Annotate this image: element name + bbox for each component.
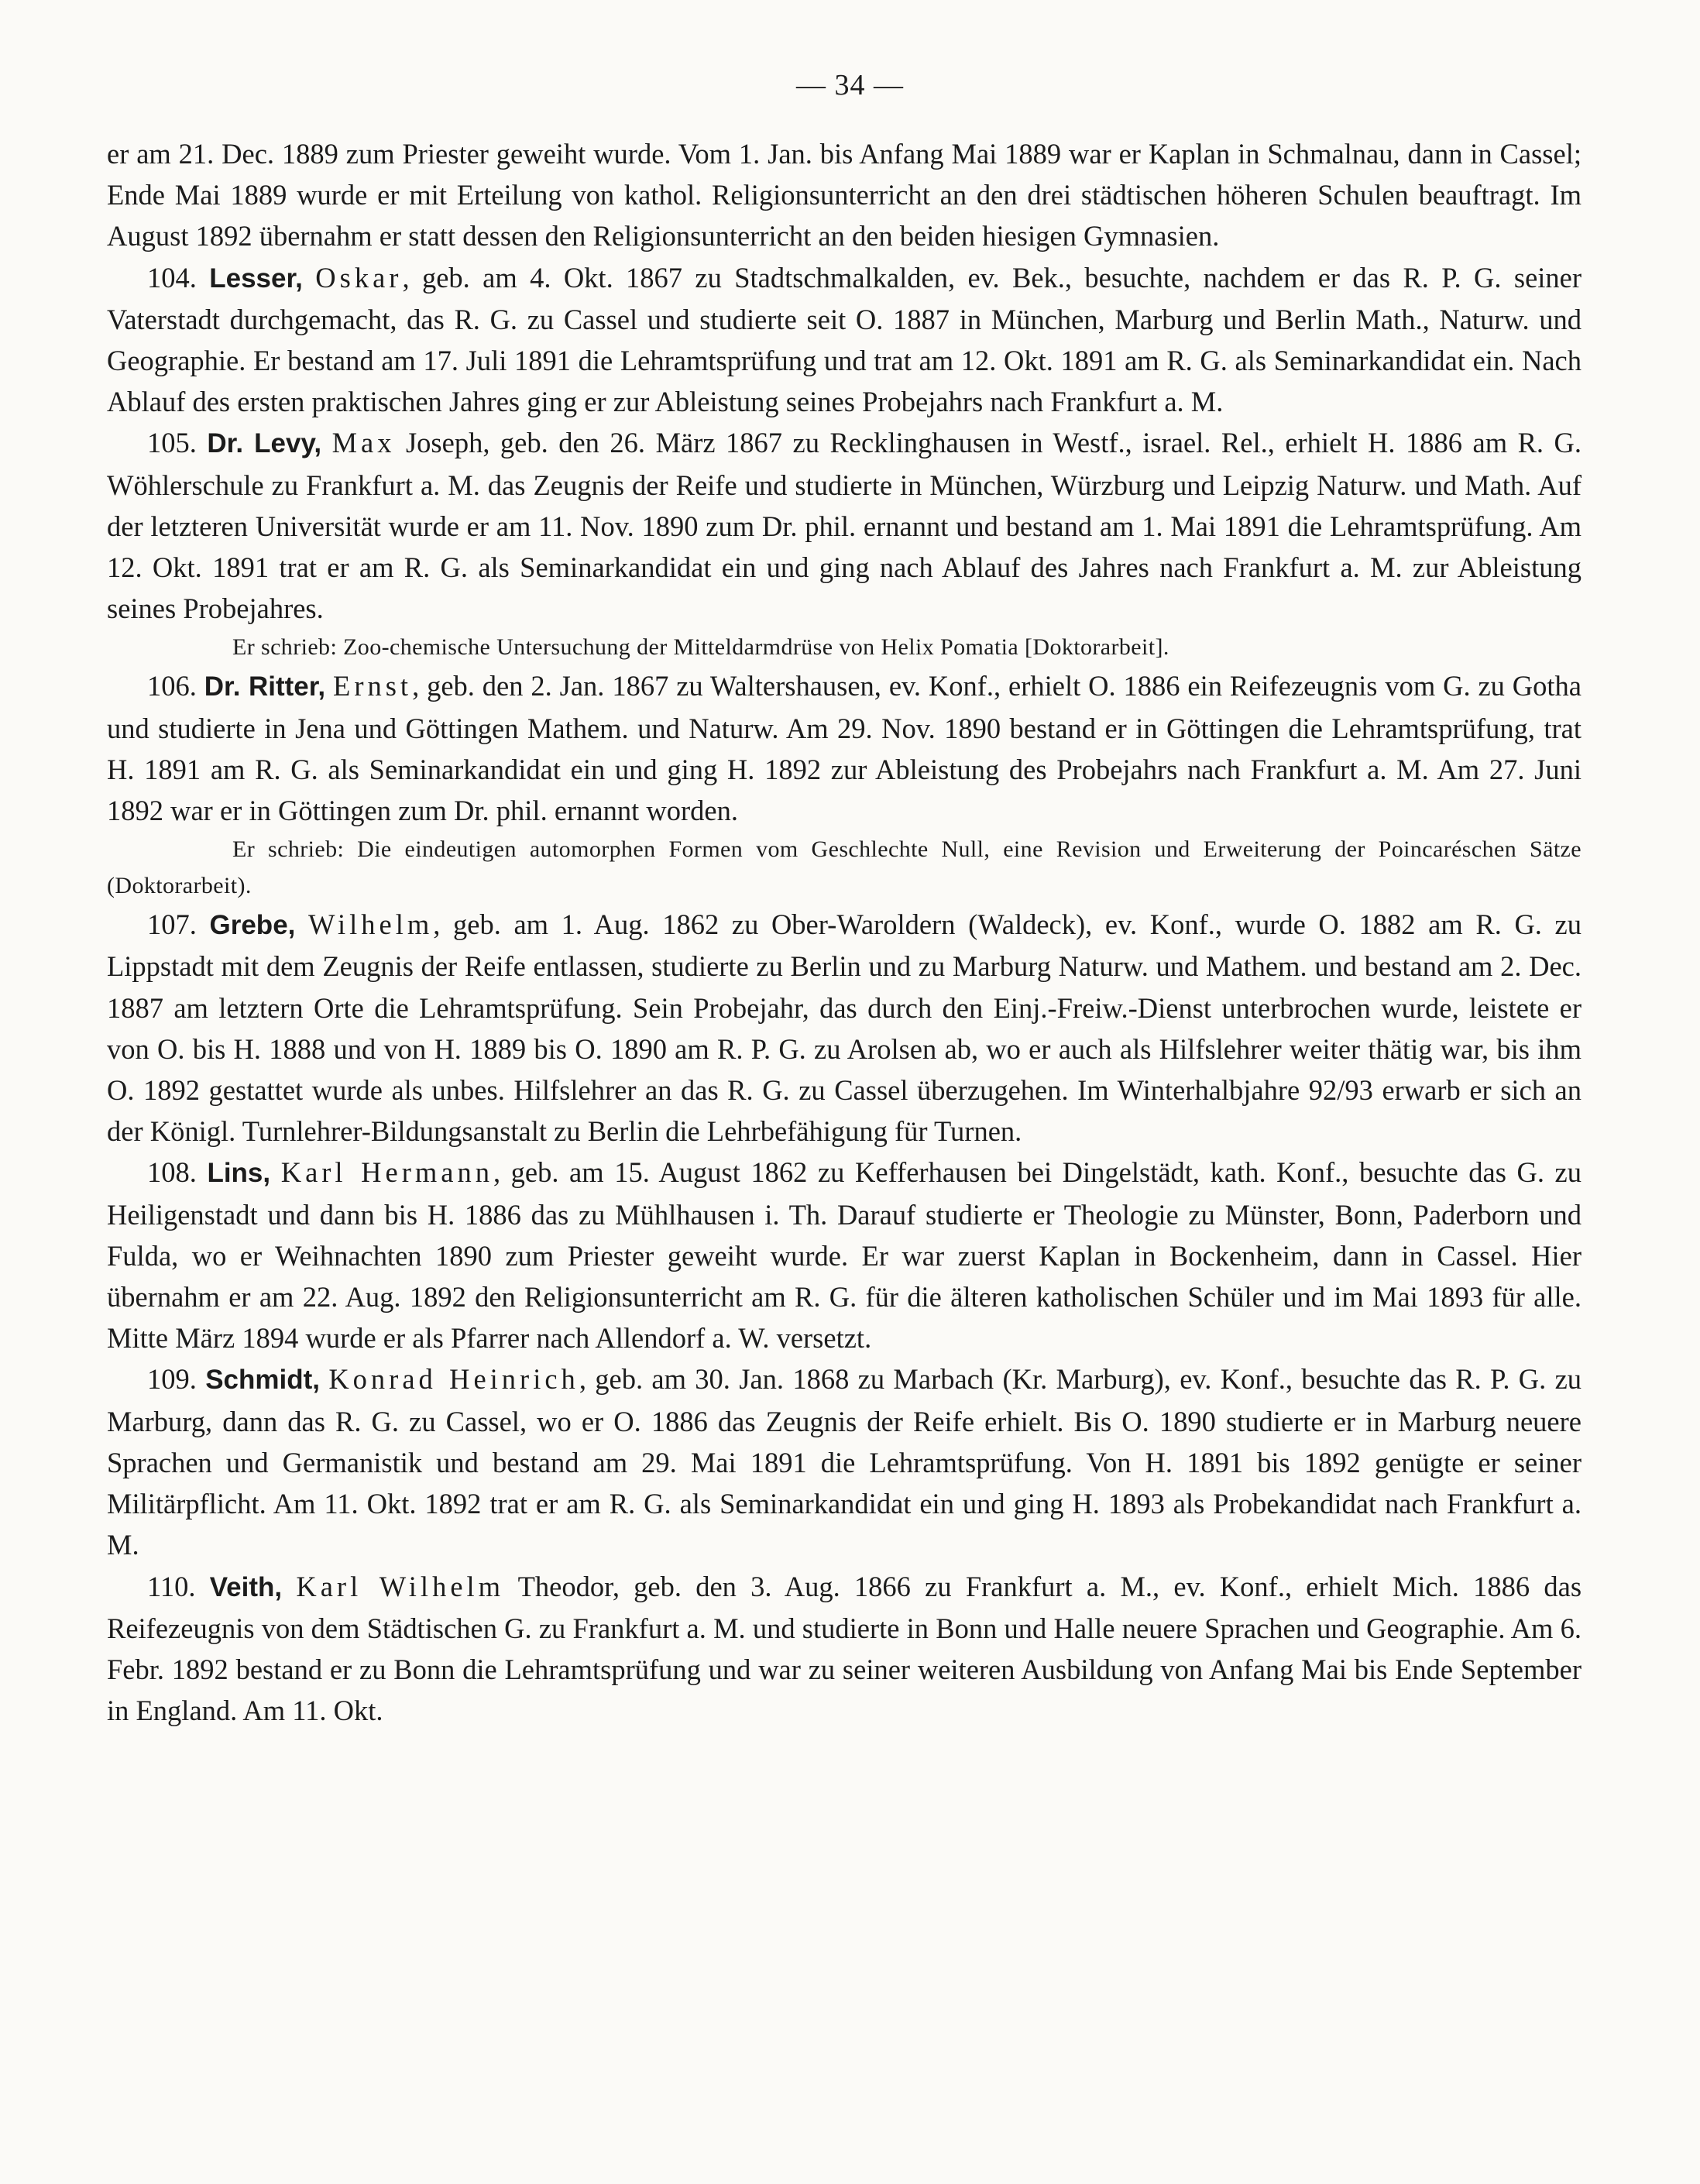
entry-given-name: Wilhelm bbox=[308, 908, 434, 941]
entry-108 bbox=[107, 1152, 1582, 1358]
entry-surname: Grebe, bbox=[209, 910, 296, 941]
entry-text: , geb. am 15. August 1862 zu Kefferhausen bei Dingelstädt, kath. Konf., besuchte das G. zu Heiligenstadt und dann bis H. 1886 das zu Mühlhausen i. Th. Darauf studierte er Theologie zu Münster, Bonn, Paderborn und Fulda, wo er Weihnachten 1890 zum Priester geweiht wurde. Er war zuerst Kaplan in Bockenheim, dann in Cassel. Hier übernahm er am 22. Aug. 1892 den Religionsunterricht am R. G. für die älteren katholischen Schüler und im Mai 1893 für alle. Mitte März 1894 wurde er als Pfarrer nach Allendorf a. W. versetzt. bbox=[107, 1156, 1582, 1355]
entry-number: 104. bbox=[147, 261, 197, 294]
entry-107 bbox=[107, 904, 1582, 1152]
entry-text: , geb. am 30. Jan. 1868 zu Marbach (Kr. Marburg), ev. Konf., besuchte das R. P. G. zu Marburg, dann das R. G. zu Cassel, wo er O. 1886 das Zeugnis der Reife erhielt. Bis O. 1890 studierte er in Marburg neuere Sprachen und Germanistik und bestand am 29. Mai 1891 die Lehramtsprüfung. Von H. 1891 bis 1892 genügte er seiner Militärpflicht. Am 11. Okt. 1892 trat er am R. G. als Seminarkandidat ein und ging H. 1893 als Probekandidat nach Frankfurt a. M. bbox=[107, 1363, 1582, 1561]
entry-number: 108. bbox=[147, 1156, 197, 1189]
entry-given-name: Konrad Heinrich bbox=[328, 1363, 579, 1396]
entry-104 bbox=[107, 257, 1582, 423]
entry-given-name: Karl Hermann bbox=[280, 1156, 493, 1189]
entry-105-note: Er schrieb: Zoo-chemische Untersuchung der Mitteldarmdrüse von Helix Pomatia [Doktorarbeit]. bbox=[232, 634, 1169, 661]
entry-text: Joseph, geb. den 26. März 1867 zu Recklinghausen in Westf., israel. Rel., erhielt H. 1886 am R. G. Wöhlerschule zu Frankfurt a. M. das Zeugnis der Reife und studierte in München, Würzburg und Leipzig Naturw. und Math. Auf der letzteren Universität wurde er am 11. Nov. 1890 zum Dr. phil. ernannt und bestand am 1. Mai 1891 die Lehramtsprüfung. Am 12. Okt. 1891 trat er am R. G. als Seminarkandidat ein und ging nach Ablauf des Jahres nach Frankfurt a. M. zur Ableistung seines Probejahres. bbox=[107, 427, 1582, 625]
entry-surname: Veith, bbox=[209, 1571, 283, 1602]
entry-109 bbox=[107, 1358, 1582, 1565]
entry-surname: Lins, bbox=[207, 1158, 271, 1189]
entry-106-note: Er schrieb: Die eindeutigen automorphen Formen vom Geschlechte Null, eine Revision und Erweiterung der Poincaréschen Sätze (Doktorarbeit). bbox=[107, 836, 1582, 899]
entry-text: , geb. den 2. Jan. 1867 zu Waltershausen, ev. Konf., erhielt O. 1886 ein Reifezeugnis vom G. zu Gotha und studierte in Jena und Göttingen Mathem. und Naturw. Am 29. Nov. 1890 bestand er in Göttingen die Lehramtsprüfung, trat H. 1891 am R. G. als Seminarkandidat ein und ging H. 1892 zur Ableistung des Probejahrs nach Frankfurt a. M. Am 27. Juni 1892 war er in Göttingen zum Dr. phil. ernannt worden. bbox=[107, 670, 1582, 827]
entry-text: , geb. am 1. Aug. 1862 zu Ober-Waroldern (Waldeck), ev. Konf., wurde O. 1882 am R. G. zu Lippstadt mit dem Zeugnis der Reife entlassen, studierte zu Berlin und zu Marburg Naturw. und Mathem. und bestand am 2. Dec. 1887 am letztern Orte die Lehramtsprüfung. Sein Probejahr, das durch den Einj.-Freiw.-Dienst unterbrochen wurde, leistete er von O. bis H. 1888 und von H. 1889 bis O. 1890 am R. P. G. zu Arolsen ab, wo er auch als Hilfslehrer weiter thätig war, bis ihm O. 1892 gestattet wurde als unbes. Hilfslehrer an das R. G. zu Cassel überzugehen. Im Winterhalbjahre 92/93 erwarb er sich an der Königl. Turnlehrer-Bildungsanstalt zu Berlin die Lehrbefähigung für Turnen. bbox=[107, 908, 1582, 1148]
entry-surname: Dr. Levy, bbox=[207, 428, 322, 459]
entry-text: Theodor, geb. den 3. Aug. 1866 zu Frankfurt a. M., ev. Konf., erhielt Mich. 1886 das Reifezeugnis von dem Städtischen G. zu Frankfurt a. M. und studierte in Bonn und Halle neuere Sprachen und Geographie. Am 6. Febr. 1892 bestand er zu Bonn die Lehramtsprüfung und war zu seiner weiteren Ausbildung von Anfang Mai bis Ende September in England. Am 11. Okt. bbox=[107, 1570, 1582, 1727]
entry-106 bbox=[107, 665, 1582, 831]
entry-given-name: Max bbox=[331, 427, 396, 459]
entry-given-name: Oskar bbox=[315, 261, 403, 294]
page-number: — 34 — bbox=[796, 69, 904, 101]
entry-number: 105. bbox=[147, 427, 197, 459]
entry-surname: Dr. Ritter, bbox=[204, 671, 326, 702]
entry-text: , geb. am 4. Okt. 1867 zu Stadtschmalkalden, ev. Bek., besuchte, nachdem er das R. P. G. seiner Vaterstadt durchgemacht, das R. G. zu Cassel und studierte seit O. 1887 in München, Marburg und Berlin Math., Naturw. und Geographie. Er bestand am 17. Juli 1891 die Lehramtsprüfung und trat am 12. Okt. 1891 am R. G. als Seminarkandidat ein. Nach Ablauf des ersten praktischen Jahres ging er zur Ableistung seines Probejahrs nach Frankfurt a. M. bbox=[107, 261, 1582, 418]
entry-110 bbox=[107, 1566, 1582, 1732]
entry-105 bbox=[107, 422, 1582, 629]
entry-number: 107. bbox=[147, 908, 197, 941]
entry-number: 110. bbox=[147, 1570, 196, 1602]
entry-given-name: Karl Wilhelm bbox=[296, 1570, 505, 1602]
text-body bbox=[107, 133, 1582, 1731]
entry-surname: Lesser, bbox=[209, 263, 303, 294]
entry-number: 106. bbox=[147, 670, 197, 702]
continuation-paragraph: er am 21. Dec. 1889 zum Priester geweiht wurde. Vom 1. Jan. bis Anfang Mai 1889 war er Kaplan in Schmalnau, dann in Cassel; Ende Mai 1889 wurde er mit Erteilung von kathol. Religionsunterricht an den drei städtischen höheren Schulen beauftragt. Im August 1892 übernahm er statt dessen den Religionsunterricht an den beiden hiesigen Gymnasien. bbox=[107, 138, 1582, 252]
entry-surname: Schmidt, bbox=[205, 1365, 320, 1396]
entry-given-name: Ernst bbox=[333, 670, 413, 702]
entry-number: 109. bbox=[147, 1363, 197, 1396]
